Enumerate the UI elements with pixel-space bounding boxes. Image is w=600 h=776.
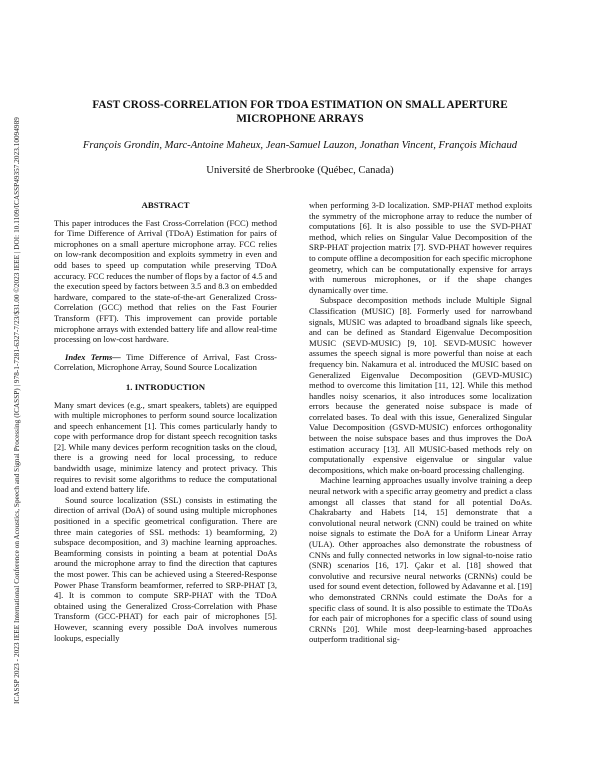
index-terms-label: Index Terms— — [65, 351, 121, 362]
body-paragraph: Machine learning approaches usually involve training a deep neural network with a specific array geometry and predict a class amongst all classes that stand for all potential DoAs. Chakrabarty and Habets [14, 15] demonstrate that a convolutional neural network (CNN) could be trained on white noise signals to estimate the DoA for a Uniform Linear Array (ULA). Other approaches also demonstrate the robustness of CNNs and fully connected networks in low signal-to-noise ratio (SNR) scenarios [16, 17]. Çakır et al. [18] showed that convolutive and recursive neural networks (CRNNs) could be used for sound event detection, followed by Adavanne et al. [19] who demonstrated CRNNs could estimate the DoAs for a specific class of sound. It is also possible to estimate the TDoAs for each pair of microphones for a specific class of sound using CRNNs [20]. While most deep-learning-based approaches outperform traditional sig- — [309, 475, 532, 645]
side-note: ICASSP 2023 - 2023 IEEE International Conference on Acoustics, Speech and Signal Processing (ICASSP) | 978-1-7281-6327-7/23/$31.00 ©2023 IEEE | DOI: 10.1109/ICASSP49357.2023.10094989 — [13, 117, 21, 704]
index-terms — [54, 352, 277, 373]
body-paragraph: when performing 3-D localization. SMP-PHAT method exploits the symmetry of the microphone array to reduce the number of computations [6]. It is also possible to use the SVD-PHAT method, which relies on Singular Value Decomposition of the SRP-PHAT projection matrix [7]. SVD-PHAT however requires to compute offline a decomposition for each specific microphone geometry, which can be computationally expensive for arrays with numerous microphones, or if the shape changes dynamically over time. — [309, 200, 532, 295]
index-terms-text: Time Difference of Arrival, Fast Cross-Correlation, Microphone Array, Sound Source Localization — [54, 351, 277, 373]
abstract-heading: ABSTRACT — [141, 200, 190, 210]
left-column — [54, 200, 277, 643]
authors: François Grondin, Marc-Antoine Maheux, Jean-Samuel Lauzon, Jonathan Vincent, François Michaud — [82, 140, 518, 151]
affiliation: Université de Sherbrooke (Québec, Canada) — [206, 165, 394, 176]
right-column — [309, 200, 532, 645]
abstract-text: This paper introduces the Fast Cross-Correlation (FCC) method for Time Difference of Arrival (TDoA) Estimation for pairs of microphones on a small aperture microphone array. FCC relies on low-rank decomposition and exploits symmetry in even and odd bases to speed up computation while preserving TDoA accuracy. FCC reduces the number of flops by a factor of 4.5 and the execution speed by factors between 3.5 and 8.3 on embedded hardware, compared to the state-of-the-art Generalized Cross-Correlation (GCC) method that relies on the Fast Fourier Transform (FFT). This improvement can provide portable microphone arrays with extended battery life and allow real-time processing on low-cost hardware. — [54, 217, 278, 345]
intro-heading: 1. INTRODUCTION — [125, 381, 206, 392]
body-paragraph: Subspace decomposition methods include Multiple Signal Classification (MUSIC) [8]. Formerly used for narrowband signals, MUSIC was adapted to broadband signals like speech, and can be defined as Standard Eigenvalue Decomposition MUSIC (SEVD-MUSIC) [9, 10]. SEVD-MUSIC however assumes the speech signal is more powerful than noise at each frequency bin. Nakamura et al. introduced the MUSIC based on Generalized Eigenvalue Decomposition (GEVD-MUSIC) method to overcome this limitation [11, 12]. While this method handles noisy scenarios, it also introduces some localization errors because the generated noise subspace is made of correlated bases. To deal with this issue, Generalized Singular Value Decomposition (GSVD-MUSIC) enforces orthogonality between the noise subspace bases and thus improves the DoA estimation accuracy [13]. All MUSIC-based methods rely on computationally expensive eigenvalue or singular value decompositions, which make on-board processing challenging. — [309, 295, 532, 475]
intro-paragraph: Sound source localization (SSL) consists in estimating the direction of arrival (DoA) of sound using multiple microphones positioned in a specific geometrical configuration. There are three main categories of SSL methods: 1) beamforming, 2) subspace decomposition, and 3) machine learning approaches. Beamforming consists in pointing a beam at potential DoAs around the microphone array to find the direction that captures the most power. This can be achieved using a Steered-Response Power Phase Transform beamformer, referred to SRP-PHAT [3, 4]. It is common to compute SRP-PHAT with the TDoA obtained using the Generalized Cross-Correlation with Phase Transform (GCC-PHAT) for each pair of microphones [5]. However, scanning every possible DoA involves numerous lookups, especially — [54, 494, 277, 643]
intro-paragraph: Many smart devices (e.g., smart speakers, tablets) are equipped with multiple microphones to perform sound source localization and speech enhancement [1]. This comes particularly handy to cope with performance drop for distant speech recognition tasks [2]. While many devices perform recognition tasks on the cloud, there is a growing need for local processing, to reduce bandwidth usage, minimize latency and protect privacy. This requires to revisit some algorithms to reduce the computational load and extend battery life. — [54, 399, 277, 495]
paper-title: FAST CROSS-CORRELATION FOR TDOA ESTIMATION ON SMALL APERTURE MICROPHONE ARRAYS — [92, 99, 508, 125]
